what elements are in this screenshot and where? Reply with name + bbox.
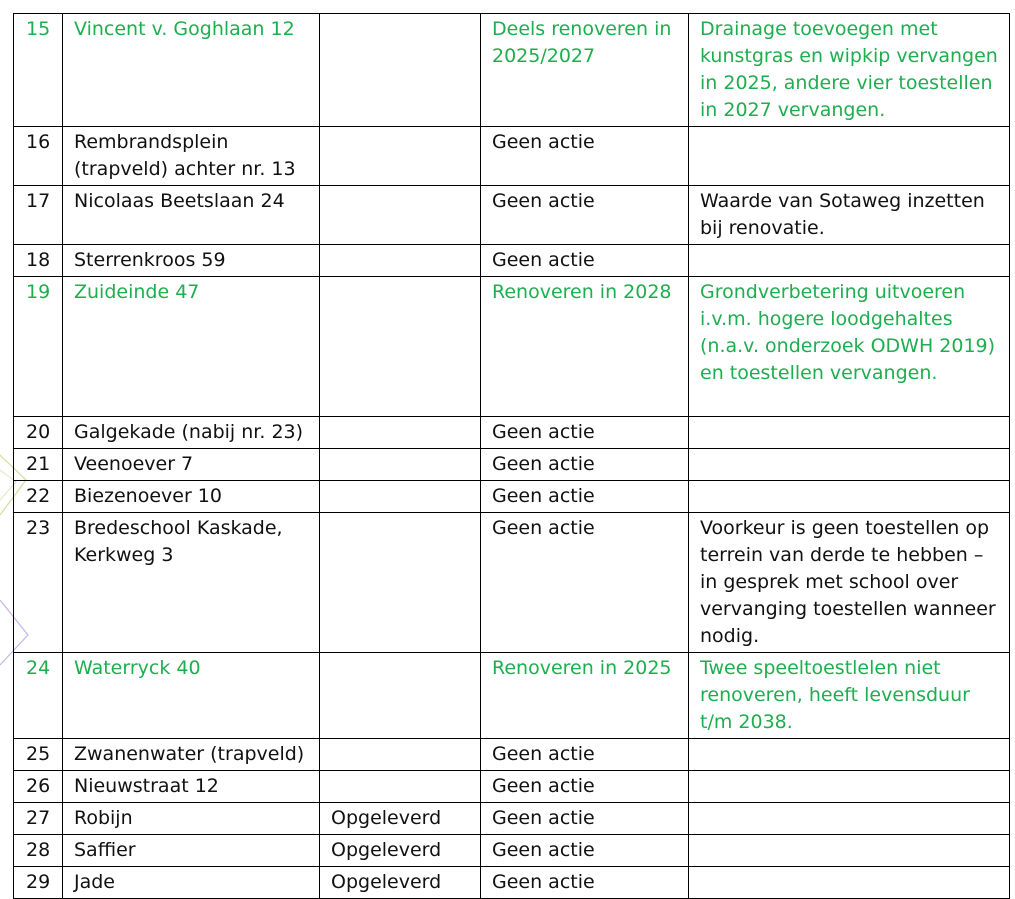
plan-cell: Geen actie: [481, 835, 689, 867]
remark-cell: Waarde van Sotaweg inzetten bij renovatie.: [689, 186, 1010, 245]
remark-cell: [689, 771, 1010, 803]
row-number: 27: [14, 803, 63, 835]
status-cell: [320, 739, 481, 771]
row-number: 16: [14, 127, 63, 186]
location-cell: Rembrandsplein (trapveld) achter nr. 13: [63, 127, 320, 186]
status-cell: Opgeleverd: [320, 835, 481, 867]
location-cell: Nicolaas Beetslaan 24: [63, 186, 320, 245]
table-row: [14, 771, 1010, 803]
location-cell: Vincent v. Goghlaan 12: [63, 14, 320, 127]
location-cell: Jade: [63, 867, 320, 899]
plan-cell: Renoveren in 2025: [481, 653, 689, 739]
location-cell: Veenoever 7: [63, 449, 320, 481]
table-row: [14, 653, 1010, 739]
table-row: [14, 14, 1010, 127]
remark-cell: Voorkeur is geen toestellen op terrein van derde te hebben – in gesprek met school over vervanging toestellen wanneer nodig.: [689, 513, 1010, 653]
row-number: 18: [14, 245, 63, 277]
plan-cell: Geen actie: [481, 417, 689, 449]
plan-cell: Geen actie: [481, 481, 689, 513]
table-body: [14, 14, 1010, 899]
remark-cell: [689, 127, 1010, 186]
status-cell: [320, 653, 481, 739]
plan-cell: Geen actie: [481, 245, 689, 277]
table-row: [14, 449, 1010, 481]
table-row: [14, 513, 1010, 653]
status-cell: [320, 771, 481, 803]
remark-cell: Grondverbetering uitvoeren i.v.m. hogere loodgehaltes (n.a.v. onderzoek ODWH 2019) en toestellen vervangen.: [689, 277, 1010, 417]
plan-cell: Renoveren in 2028: [481, 277, 689, 417]
row-number: 28: [14, 835, 63, 867]
remark-cell: [689, 835, 1010, 867]
playground-plan-table: [13, 13, 1010, 899]
row-number: 26: [14, 771, 63, 803]
status-cell: Opgeleverd: [320, 803, 481, 835]
remark-cell: [689, 803, 1010, 835]
plan-cell: Geen actie: [481, 771, 689, 803]
plan-cell: Geen actie: [481, 449, 689, 481]
row-number: 23: [14, 513, 63, 653]
status-cell: [320, 186, 481, 245]
status-cell: [320, 481, 481, 513]
plan-cell: Geen actie: [481, 127, 689, 186]
location-cell: Zwanenwater (trapveld): [63, 739, 320, 771]
remark-cell: [689, 481, 1010, 513]
remark-cell: Drainage toevoegen met kunstgras en wipkip vervangen in 2025, andere vier toestellen in 2027 vervangen.: [689, 14, 1010, 127]
row-number: 17: [14, 186, 63, 245]
status-cell: [320, 127, 481, 186]
table-row: [14, 417, 1010, 449]
row-number: 21: [14, 449, 63, 481]
row-number: 15: [14, 14, 63, 127]
status-cell: [320, 245, 481, 277]
plan-cell: Geen actie: [481, 513, 689, 653]
status-cell: [320, 14, 481, 127]
status-cell: [320, 513, 481, 653]
table-row: [14, 803, 1010, 835]
status-cell: Opgeleverd: [320, 867, 481, 899]
location-cell: Sterrenkroos 59: [63, 245, 320, 277]
table-row: [14, 277, 1010, 417]
table-row: [14, 186, 1010, 245]
location-cell: Bredeschool Kaskade, Kerkweg 3: [63, 513, 320, 653]
location-cell: Robijn: [63, 803, 320, 835]
status-cell: [320, 277, 481, 417]
table-row: [14, 481, 1010, 513]
row-number: 22: [14, 481, 63, 513]
remark-cell: [689, 449, 1010, 481]
table-row: [14, 867, 1010, 899]
location-cell: Zuideinde 47: [63, 277, 320, 417]
plan-cell: Geen actie: [481, 739, 689, 771]
plan-cell: Geen actie: [481, 867, 689, 899]
table-row: [14, 835, 1010, 867]
row-number: 29: [14, 867, 63, 899]
table-row: [14, 739, 1010, 771]
row-number: 19: [14, 277, 63, 417]
remark-cell: [689, 417, 1010, 449]
location-cell: Galgekade (nabij nr. 23): [63, 417, 320, 449]
location-cell: Waterryck 40: [63, 653, 320, 739]
table-row: [14, 245, 1010, 277]
row-number: 25: [14, 739, 63, 771]
remark-cell: [689, 245, 1010, 277]
location-cell: Nieuwstraat 12: [63, 771, 320, 803]
plan-cell: Deels renoveren in 2025/2027: [481, 14, 689, 127]
plan-cell: Geen actie: [481, 186, 689, 245]
remark-cell: Twee speeltoestlelen niet renoveren, heeft levensduur t/m 2038.: [689, 653, 1010, 739]
table-row: [14, 127, 1010, 186]
status-cell: [320, 417, 481, 449]
plan-cell: Geen actie: [481, 803, 689, 835]
status-cell: [320, 449, 481, 481]
remark-cell: [689, 739, 1010, 771]
location-cell: Saffier: [63, 835, 320, 867]
remark-cell: [689, 867, 1010, 899]
location-cell: Biezenoever 10: [63, 481, 320, 513]
row-number: 20: [14, 417, 63, 449]
row-number: 24: [14, 653, 63, 739]
